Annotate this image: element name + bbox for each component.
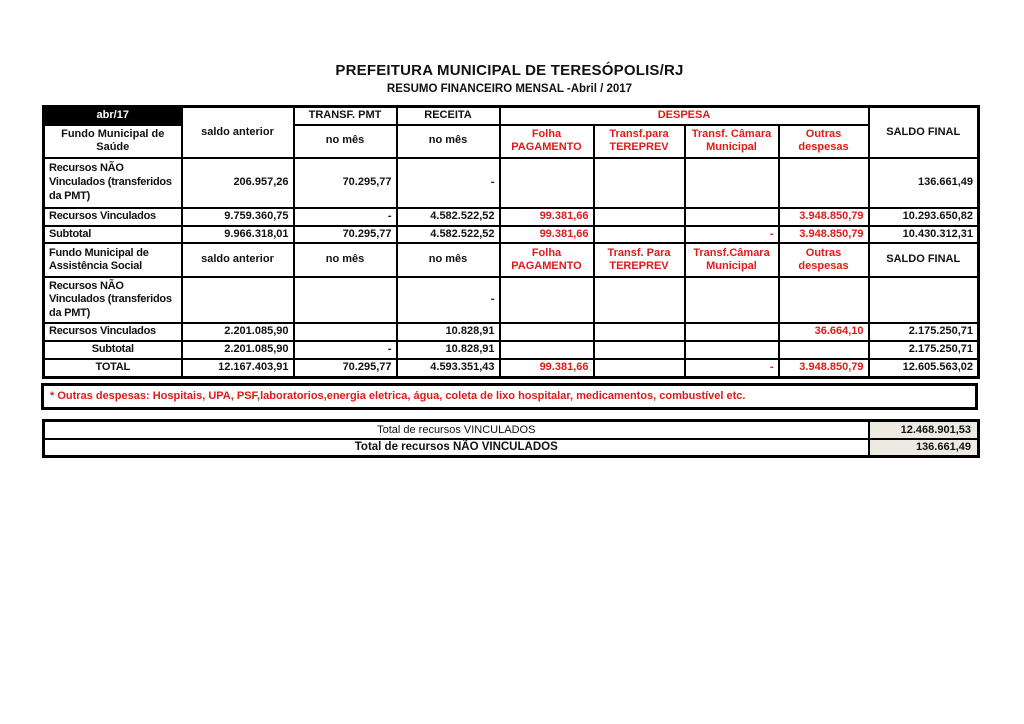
row-label: Recursos NÃO Vinculados (transferidos da PMT): [44, 277, 182, 323]
col-header-transf-camara-2: Transf.Câmara Municipal: [685, 243, 779, 277]
table-cell: [594, 323, 685, 341]
summary-value: 12.468.901,53: [869, 421, 979, 439]
table-cell: [594, 277, 685, 323]
summary-label: Total de recursos NÃO VINCULADOS: [44, 439, 869, 457]
table-cell: 9.759.360,75: [182, 208, 294, 226]
table-cell: [594, 158, 685, 208]
table-row-saude-vinculados: [44, 208, 979, 226]
table-row-saude-nao-vinculados: [44, 158, 979, 208]
table-cell: [594, 341, 685, 359]
col-header-outras-despesas: Outras despesas: [779, 125, 869, 158]
table-cell: 10.828,91: [397, 323, 500, 341]
table-cell: 3.948.850,79: [779, 226, 869, 244]
table-cell: [685, 208, 779, 226]
table-cell: 70.295,77: [294, 158, 397, 208]
table-cell: 99.381,66: [500, 359, 594, 377]
row-label: Recursos Vinculados: [44, 208, 182, 226]
col-header-saldo-anterior-2: saldo anterior: [182, 243, 294, 277]
table-cell: -: [294, 341, 397, 359]
financial-summary-table: [42, 105, 980, 379]
row-label: Subtotal: [44, 341, 182, 359]
table-cell: 10.293.650,82: [869, 208, 979, 226]
table-cell: [500, 158, 594, 208]
table-cell: 12.605.563,02: [869, 359, 979, 377]
col-header-saldo-anterior: saldo anterior: [182, 107, 294, 158]
table-cell: [685, 341, 779, 359]
table-row-total: [44, 359, 979, 377]
row-label: Subtotal: [44, 226, 182, 244]
table-cell: 12.167.403,91: [182, 359, 294, 377]
col-header-no-mes-receita-2: no mês: [397, 243, 500, 277]
table-row-saude-subtotal: [44, 226, 979, 244]
col-header-outras-despesas-2: Outras despesas: [779, 243, 869, 277]
table-cell: -: [685, 359, 779, 377]
header-row-1: [44, 107, 979, 125]
col-header-transf-tereprev-2: Transf. Para TEREPREV: [594, 243, 685, 277]
table-cell: [779, 277, 869, 323]
row-label: Recursos NÃO Vinculados (transferidos da PMT): [44, 158, 182, 208]
table-cell: -: [397, 158, 500, 208]
fund-name-assistencia: Fundo Municipal de Assistência Social: [44, 243, 182, 277]
table-row-assistencia-vinculados: [44, 323, 979, 341]
page-title: PREFEITURA MUNICIPAL DE TERESÓPOLIS/RJ: [335, 62, 684, 79]
table-cell: [500, 277, 594, 323]
summary-totals-table: [42, 419, 980, 458]
col-header-transf-pmt: TRANSF. PMT: [294, 107, 397, 125]
page-subtitle: RESUMO FINANCEIRO MENSAL -Abril / 2017: [386, 83, 633, 95]
table-cell: 3.948.850,79: [779, 359, 869, 377]
table-cell: 70.295,77: [294, 359, 397, 377]
table-cell: 2.175.250,71: [869, 323, 979, 341]
table-row-assistencia-subtotal: [44, 341, 979, 359]
table-cell: -: [294, 208, 397, 226]
table-cell: 9.966.318,01: [182, 226, 294, 244]
table-cell: 36.664,10: [779, 323, 869, 341]
outras-despesas-footnote: * Outras despesas: Hospitais, UPA, PSF,laboratorios,energia eletrica, água, coleta de lixo hospitalar, medicamentos, combustível etc.: [42, 384, 977, 409]
table-cell: [869, 277, 979, 323]
table-cell: [779, 158, 869, 208]
col-header-no-mes-receita: no mês: [397, 125, 500, 158]
table-cell: [594, 208, 685, 226]
summary-value: 136.661,49: [869, 439, 979, 457]
table-cell: [685, 323, 779, 341]
table-cell: [685, 277, 779, 323]
table-cell: [182, 277, 294, 323]
table-cell: [779, 341, 869, 359]
table-cell: [685, 158, 779, 208]
table-cell: -: [397, 277, 500, 323]
table-cell: 136.661,49: [869, 158, 979, 208]
table-cell: 99.381,66: [500, 208, 594, 226]
col-header-saldo-final-2: SALDO FINAL: [869, 243, 979, 277]
table-cell: [594, 226, 685, 244]
table-cell: 4.582.522,52: [397, 226, 500, 244]
summary-label: Total de recursos VINCULADOS: [44, 421, 869, 439]
table-cell: 70.295,77: [294, 226, 397, 244]
col-header-despesa-group: DESPESA: [500, 107, 869, 125]
table-cell: [294, 323, 397, 341]
col-header-transf-tereprev: Transf.para TEREPREV: [594, 125, 685, 158]
col-header-saldo-final: SALDO FINAL: [869, 107, 979, 158]
table-cell: 10.828,91: [397, 341, 500, 359]
col-header-transf-camara: Transf. Câmara Municipal: [685, 125, 779, 158]
col-header-folha-pagamento-2: Folha PAGAMENTO: [500, 243, 594, 277]
row-label: Recursos Vinculados: [44, 323, 182, 341]
table-cell: 206.957,26: [182, 158, 294, 208]
table-cell: [500, 323, 594, 341]
table-cell: 4.593.351,43: [397, 359, 500, 377]
table-cell: [294, 277, 397, 323]
summary-row-nao-vinculados: [44, 439, 979, 457]
table-cell: [594, 359, 685, 377]
summary-row-vinculados: [44, 421, 979, 439]
col-header-no-mes-pmt: no mês: [294, 125, 397, 158]
col-header-receita: RECEITA: [397, 107, 500, 125]
table-cell: -: [685, 226, 779, 244]
table-cell: 99.381,66: [500, 226, 594, 244]
col-header-folha-pagamento: Folha PAGAMENTO: [500, 125, 594, 158]
table-cell: 10.430.312,31: [869, 226, 979, 244]
col-header-no-mes-pmt-2: no mês: [294, 243, 397, 277]
row-label-total: TOTAL: [44, 359, 182, 377]
fund-name-saude: Fundo Municipal de Saúde: [44, 125, 182, 158]
table-row-assistencia-nao-vinculados: [44, 277, 979, 323]
table-cell: [500, 341, 594, 359]
table-cell: 4.582.522,52: [397, 208, 500, 226]
table-cell: 3.948.850,79: [779, 208, 869, 226]
table-cell: 2.201.085,90: [182, 341, 294, 359]
table-cell: 2.201.085,90: [182, 323, 294, 341]
period-badge: abr/17: [44, 107, 182, 125]
table-cell: 2.175.250,71: [869, 341, 979, 359]
header-row-assistencia: [44, 243, 979, 277]
document-header: [42, 62, 977, 95]
